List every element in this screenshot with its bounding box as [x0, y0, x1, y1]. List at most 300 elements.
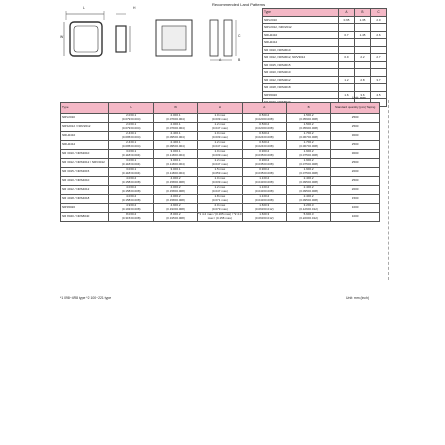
- cell-h: [198, 195, 242, 204]
- right-divider: [388, 100, 393, 280]
- cell-type: NR 3010 / NRS3010: [61, 150, 109, 159]
- cell-h-mm: 1.2 max: [214, 158, 226, 163]
- dimensions-row: [61, 168, 380, 177]
- land-pattern-svg: [150, 14, 246, 64]
- cell-a: [242, 168, 286, 177]
- dimensions-row: [61, 204, 380, 213]
- land-cell-c: [371, 24, 387, 32]
- cell-w-mm: 3.0±0.1: [170, 167, 181, 172]
- cell-b: [286, 141, 330, 150]
- cell-a-inch: (0.043±0.008): [254, 189, 274, 193]
- cell-h-inch: (0.039 max): [211, 153, 228, 157]
- land-cell-type: NRV2012, NRV2012: [263, 24, 339, 32]
- cell-a-inch: (0.024±0.008): [254, 144, 274, 148]
- dimensions-body: [61, 114, 380, 222]
- cell-b: [286, 123, 330, 132]
- cell-w: [153, 213, 197, 222]
- cell-quantity: 2500: [331, 114, 380, 123]
- cell-quantity: 2500: [331, 159, 380, 168]
- header-b: B: [286, 103, 330, 114]
- cell-type: NRS2012 / NRV2012: [61, 123, 109, 132]
- cell-type: NR 4012 / NRS4012: [61, 186, 109, 195]
- cell-l-mm: 2.0±0.1: [126, 122, 137, 127]
- cell-l: [109, 177, 153, 186]
- top-view-svg: [60, 6, 140, 66]
- dimensions-row: [61, 213, 380, 222]
- cell-b-inch: (0.095±0.008): [299, 180, 318, 184]
- cell-h: [198, 123, 242, 132]
- cell-quantity: 2500: [331, 177, 380, 186]
- land-cell-c: 4.5: [371, 91, 387, 99]
- cell-l-inch: (0.079±0.004): [121, 117, 141, 121]
- cell-h-inch: (0.047 max): [211, 144, 228, 148]
- land-cell-c: [371, 84, 387, 92]
- cell-w-mm: 4.0±0.2: [170, 194, 181, 199]
- cell-w-inch: (0.158±0.008): [166, 198, 185, 202]
- cell-w-inch: (0.118±0.004): [166, 162, 185, 166]
- cell-h-mm: 1.2 max: [214, 122, 226, 127]
- land-cell-c: 3.7: [371, 76, 387, 84]
- cell-w: [153, 177, 197, 186]
- cell-h: [198, 132, 242, 141]
- land-cell-a: [339, 84, 355, 92]
- land-cell-b: [355, 24, 371, 32]
- cell-l: [109, 114, 153, 123]
- cell-w-inch: (0.158±0.008): [166, 180, 185, 184]
- dimensions-row: [61, 141, 380, 150]
- cell-l-mm: 2.4±0.1: [126, 140, 137, 145]
- cell-type: NRV2010: [61, 114, 109, 123]
- cell-type: NR 4018 / NRS4018: [61, 195, 109, 204]
- dim-l-label: L: [83, 6, 85, 10]
- cell-quantity: 2500: [331, 123, 380, 132]
- cell-a-inch: (0.020±0.008): [254, 117, 274, 121]
- cell-h: [198, 177, 242, 186]
- cell-w-mm: 4.0±0.2: [170, 185, 181, 190]
- land-cell-c: [371, 46, 387, 54]
- cell-b-mm: 1.9±0.2: [303, 158, 314, 163]
- cell-w-inch: (0.158±0.008): [166, 189, 185, 193]
- land-header-b: B: [355, 9, 371, 17]
- cell-w-inch: (0.079±0.004): [166, 126, 185, 130]
- land-cell-c: [371, 69, 387, 77]
- cell-h-inch: (0.059 max): [211, 171, 228, 175]
- cell-a-mm: 0.6±0.2: [259, 131, 270, 136]
- cell-b-mm: 1.7±0.2: [303, 140, 314, 145]
- cell-b-inch: (0.059±0.008): [299, 117, 318, 121]
- cell-w: [153, 186, 197, 195]
- cell-l: [109, 159, 153, 168]
- dim-b-label: B: [238, 58, 241, 62]
- cell-l: [109, 204, 153, 213]
- cell-a: [242, 141, 286, 150]
- cell-b: [286, 186, 330, 195]
- cell-b-mm: 2.4±0.2: [303, 176, 314, 181]
- dim-a-label: A: [219, 58, 222, 62]
- cell-b-inch: (0.220±0.012): [299, 216, 318, 220]
- cell-b-inch: (0.126±0.012): [299, 207, 318, 211]
- cell-w: [153, 114, 197, 123]
- cell-a: [242, 204, 286, 213]
- cell-h-inch: (0.079 max): [211, 207, 228, 211]
- cell-h-mm: 1.0 max: [214, 113, 226, 118]
- cell-w: [153, 132, 197, 141]
- cell-w-inch: (0.193±0.008): [166, 207, 185, 211]
- dimensions-row: [61, 186, 380, 195]
- cell-type: NR 8040 / NRS8040: [61, 213, 109, 222]
- land-cell-c: 2.0: [371, 16, 387, 24]
- cell-l-mm: 3.0±0.1: [126, 158, 137, 163]
- cell-type: NRH2412: [61, 141, 109, 150]
- cell-w-inch: (0.118±0.004): [166, 171, 185, 175]
- cell-l: [109, 150, 153, 159]
- cell-h-inch: (0.047 max): [211, 126, 228, 130]
- land-cell-b: [355, 61, 371, 69]
- cell-l: [109, 186, 153, 195]
- cell-quantity: 3000: [331, 132, 380, 141]
- land-cell-a: 0.7: [339, 31, 355, 39]
- land-pattern-drawing: [150, 14, 246, 64]
- dimensions-row: [61, 150, 380, 159]
- cell-l: [109, 168, 153, 177]
- cell-l-inch: (0.315±0.008): [121, 216, 141, 220]
- cell-h-mm: *1 4.2 max / (0.165 max) / *2 4.0 max / (0.158 max): [198, 212, 242, 220]
- cell-w-mm: 2.0±0.1: [170, 113, 181, 118]
- main-unit: Unit: mm (inch): [346, 296, 369, 300]
- land-pattern-header-row: [263, 9, 387, 17]
- cell-b-mm: 5.6±0.3: [303, 212, 314, 217]
- cell-l-inch: (0.095±0.004): [121, 135, 141, 139]
- cell-h: [198, 204, 242, 213]
- cell-b: [286, 159, 330, 168]
- land-pattern-row: [263, 24, 387, 32]
- dimensions-row: [61, 114, 380, 123]
- land-cell-c: [371, 61, 387, 69]
- land-cell-b: 2.8: [355, 76, 371, 84]
- dimensions-row: [61, 132, 380, 141]
- top-view-drawing: [60, 6, 140, 66]
- cell-a-inch: (0.063±0.012): [254, 216, 274, 220]
- cell-h-inch: (0.071 max): [211, 198, 228, 202]
- cell-w-mm: 3.0±0.1: [170, 149, 181, 154]
- dimensions-row: [61, 159, 380, 168]
- land-cell-b: [355, 39, 371, 47]
- dim-h-label: H: [133, 6, 136, 10]
- cell-quantity: 2500: [331, 141, 380, 150]
- dim-c-label: C: [238, 34, 241, 38]
- cell-b-mm: 2.4±0.2: [303, 194, 314, 199]
- land-cell-a: 1.2: [339, 76, 355, 84]
- land-cell-type: NRS5020: [263, 91, 339, 99]
- land-cell-type: NRV2010: [263, 16, 339, 24]
- cell-w-mm: 2.4±0.1: [170, 131, 181, 136]
- cell-a: [242, 186, 286, 195]
- land-cell-a: [339, 24, 355, 32]
- cell-h: [198, 168, 242, 177]
- cell-quantity: 1000: [331, 213, 380, 222]
- cell-quantity: 2000: [331, 168, 380, 177]
- cell-a-inch: (0.020±0.008): [254, 126, 274, 130]
- cell-h-mm: 1.2 max: [214, 185, 226, 190]
- cell-h: [198, 150, 242, 159]
- cell-a-inch: (0.063±0.012): [254, 207, 274, 211]
- land-pattern-title: Recommended Land Patterns: [212, 2, 266, 7]
- cell-h: [198, 159, 242, 168]
- cell-l-mm: 4.0±0.2: [126, 194, 137, 199]
- cell-type: NRH2410: [61, 132, 109, 141]
- header-quantity: Standard quantity [pcs] Taping: [331, 103, 380, 114]
- cell-b-inch: (0.075±0.008): [299, 171, 318, 175]
- cell-b-inch: (0.075±0.008): [299, 162, 318, 166]
- land-cell-type: NR 4018, NRS4018: [263, 84, 339, 92]
- land-cell-type: NRH2412: [263, 39, 339, 47]
- cell-a: [242, 132, 286, 141]
- cell-a: [242, 114, 286, 123]
- cell-w-mm: 2.4±0.1: [170, 140, 181, 145]
- cell-b: [286, 168, 330, 177]
- cell-h: [198, 114, 242, 123]
- cell-type: NRS5020: [61, 204, 109, 213]
- land-pattern-row: [263, 91, 387, 99]
- land-cell-type: NR 4012, NRS4012: [263, 76, 339, 84]
- cell-a: [242, 195, 286, 204]
- cell-b-mm: 2.4±0.2: [303, 185, 314, 190]
- cell-h-mm: 2.0 max: [214, 203, 226, 208]
- cell-l-mm: 3.0±0.1: [126, 167, 137, 172]
- cell-l-inch: (0.118±0.004): [121, 153, 141, 157]
- cell-w-mm: 4.9±0.2: [170, 203, 181, 208]
- land-cell-b: [355, 46, 371, 54]
- cell-a-mm: 0.9±0.2: [259, 158, 270, 163]
- cell-l: [109, 123, 153, 132]
- cell-type: NR 3015 / NRS3015: [61, 168, 109, 177]
- cell-l-inch: (0.095±0.004): [121, 144, 141, 148]
- cell-h: [198, 141, 242, 150]
- cell-w: [153, 195, 197, 204]
- cell-w-inch: (0.118±0.004): [166, 153, 185, 157]
- cell-a-mm: 0.5±0.2: [259, 122, 270, 127]
- cell-l-mm: 2.4±0.1: [126, 131, 137, 136]
- cell-a-inch: (0.043±0.008): [254, 198, 274, 202]
- land-pattern-row: [263, 54, 387, 62]
- cell-b: [286, 177, 330, 186]
- cell-b-mm: 1.5±0.2: [303, 122, 314, 127]
- cell-h-mm: 1.5 max: [214, 167, 226, 172]
- cell-l-inch: (0.158±0.008): [121, 180, 141, 184]
- cell-l: [109, 213, 153, 222]
- cell-b-mm: 1.9±0.2: [303, 167, 314, 172]
- cell-l-mm: 4.0±0.2: [126, 176, 137, 181]
- land-cell-b: [355, 84, 371, 92]
- header-h: H: [198, 103, 242, 114]
- cell-h: [198, 213, 242, 222]
- cell-w-inch: (0.095±0.004): [166, 144, 185, 148]
- cell-w-mm: 2.0±0.1: [170, 122, 181, 127]
- cell-h-mm: 1.8 max: [214, 194, 226, 199]
- cell-w: [153, 150, 197, 159]
- cell-b-mm: 1.9±0.2: [303, 149, 314, 154]
- cell-l-inch: (0.118±0.004): [121, 162, 141, 166]
- land-pattern-table: [262, 8, 387, 107]
- land-unit: Unit: mm: [352, 96, 366, 100]
- land-pattern-row: [263, 76, 387, 84]
- cell-h-inch: (0.039 max): [211, 135, 228, 139]
- cell-a: [242, 177, 286, 186]
- cell-a-mm: 1.1±0.2: [259, 194, 270, 199]
- cell-quantity: 1500: [331, 195, 380, 204]
- land-cell-type: NR 3010, NRS3010: [263, 46, 339, 54]
- dimensions-table: [60, 102, 380, 222]
- land-pattern-body: [263, 16, 387, 106]
- land-header-type: Type: [263, 9, 339, 17]
- cell-l-inch: (0.193±0.008): [121, 207, 141, 211]
- land-pattern-row: [263, 84, 387, 92]
- land-cell-a: [339, 46, 355, 54]
- cell-l-inch: (0.118±0.004): [121, 171, 141, 175]
- cell-a-mm: 0.6±0.2: [259, 140, 270, 145]
- cell-l-mm: 3.0±0.1: [126, 149, 137, 154]
- cell-w: [153, 168, 197, 177]
- land-cell-a: 1.6: [339, 91, 355, 99]
- cell-h-mm: 1.2 max: [214, 140, 226, 145]
- cell-l: [109, 141, 153, 150]
- cell-b-mm: 1.7±0.2: [303, 131, 314, 136]
- cell-quantity: 2000: [331, 186, 380, 195]
- land-cell-b: 2.2: [355, 54, 371, 62]
- land-cell-c: 2.7: [371, 54, 387, 62]
- dimensions-header-row: [61, 103, 380, 114]
- cell-a: [242, 150, 286, 159]
- cell-l-mm: 8.0±0.2: [126, 212, 137, 217]
- cell-l-inch: (0.158±0.008): [121, 189, 141, 193]
- dim-w-label: W: [60, 35, 64, 39]
- header-l: L: [109, 103, 153, 114]
- cell-h-mm: 1.0 max: [214, 176, 226, 181]
- cell-a: [242, 159, 286, 168]
- cell-b: [286, 213, 330, 222]
- cell-h: [198, 186, 242, 195]
- cell-w: [153, 159, 197, 168]
- cell-quantity: 1000: [331, 204, 380, 213]
- cell-a-mm: 1.6±0.3: [259, 203, 270, 208]
- land-pattern-row: [263, 46, 387, 54]
- cell-b-inch: (0.067±0.008): [299, 144, 318, 148]
- land-cell-b: 1.45: [355, 31, 371, 39]
- cell-type: NR 3012 / NRS3012 / NRV3012: [61, 159, 109, 168]
- land-cell-a: [339, 69, 355, 77]
- cell-b-inch: (0.075±0.008): [299, 153, 318, 157]
- land-cell-a: [339, 61, 355, 69]
- cell-a-inch: (0.035±0.008): [254, 162, 274, 166]
- land-cell-a: 0.9: [339, 54, 355, 62]
- land-cell-b: 3.6: [355, 91, 371, 99]
- cell-b: [286, 150, 330, 159]
- cell-a-inch: (0.035±0.008): [254, 171, 274, 175]
- land-cell-b: [355, 69, 371, 77]
- cell-b-inch: (0.067±0.008): [299, 135, 318, 139]
- cell-l: [109, 195, 153, 204]
- cell-a-mm: 0.9±0.2: [259, 167, 270, 172]
- cell-b: [286, 195, 330, 204]
- cell-a-mm: 1.1±0.2: [259, 176, 270, 181]
- cell-w-inch: (0.315±0.008): [166, 216, 185, 220]
- cell-w: [153, 204, 197, 213]
- cell-a-mm: 0.5±0.2: [259, 113, 270, 118]
- land-pattern-row: [263, 39, 387, 47]
- cell-b-inch: (0.059±0.008): [299, 126, 318, 130]
- cell-h-inch: (0.039 max): [211, 117, 228, 121]
- cell-l-mm: 2.0±0.1: [126, 113, 137, 118]
- cell-a-inch: (0.024±0.008): [254, 135, 274, 139]
- cell-l-mm: 4.9±0.2: [126, 203, 137, 208]
- cell-l-inch: (0.158±0.008): [121, 198, 141, 202]
- cell-a-mm: 1.6±0.3: [259, 212, 270, 217]
- cell-l-inch: (0.079±0.004): [121, 126, 141, 130]
- land-header-a: A: [339, 9, 355, 17]
- cell-a-inch: (0.043±0.008): [254, 180, 274, 184]
- cell-b-inch: (0.095±0.008): [299, 198, 318, 202]
- cell-b: [286, 132, 330, 141]
- cell-w-mm: 3.0±0.1: [170, 158, 181, 163]
- header-w: W: [153, 103, 197, 114]
- cell-quantity: 3000: [331, 150, 380, 159]
- land-cell-c: [371, 39, 387, 47]
- cell-b: [286, 204, 330, 213]
- land-pattern-row: [263, 69, 387, 77]
- dimensions-row: [61, 177, 380, 186]
- cell-type: NR 4010 / NRS4010: [61, 177, 109, 186]
- land-cell-b: 1.35: [355, 16, 371, 24]
- cell-w-inch: (0.079±0.004): [166, 117, 185, 121]
- land-cell-type: NR 3012, NRS3012, NRV3012: [263, 54, 339, 62]
- cell-h-inch: (0.039 max): [211, 180, 228, 184]
- cell-b-mm: 3.2±0.3: [303, 203, 314, 208]
- land-cell-type: NRH2410: [263, 31, 339, 39]
- cell-b-inch: (0.095±0.008): [299, 189, 318, 193]
- cell-w: [153, 123, 197, 132]
- cell-a: [242, 123, 286, 132]
- land-pattern-row: [263, 16, 387, 24]
- cell-l: [109, 132, 153, 141]
- footnote: *1 098~4R8 type *2 100~221 type: [60, 296, 112, 300]
- dimensions-row: [61, 123, 380, 132]
- cell-b-mm: 1.5±0.2: [303, 113, 314, 118]
- header-a: A: [242, 103, 286, 114]
- cell-a-mm: 1.1±0.2: [259, 185, 270, 190]
- land-pattern-row: [263, 61, 387, 69]
- cell-l-mm: 4.0±0.2: [126, 185, 137, 190]
- cell-a-mm: 0.9±0.2: [259, 149, 270, 154]
- cell-a-inch: (0.035±0.008): [254, 153, 274, 157]
- cell-w-mm: 8.0±0.2: [170, 212, 181, 217]
- cell-w: [153, 141, 197, 150]
- dimensions-row: [61, 195, 380, 204]
- cell-h-inch: (0.047 max): [211, 189, 228, 193]
- header-type: Type: [61, 103, 109, 114]
- land-cell-a: [339, 39, 355, 47]
- cell-h-inch: (0.047 max): [211, 162, 228, 166]
- cell-a: [242, 213, 286, 222]
- land-cell-a: 0.65: [339, 16, 355, 24]
- land-cell-c: 2.6: [371, 31, 387, 39]
- land-cell-type: NR 3015, NRS3015: [263, 61, 339, 69]
- land-cell-type: NR 4010, NRS4010: [263, 69, 339, 77]
- cell-b: [286, 114, 330, 123]
- cell-w-inch: (0.095±0.004): [166, 135, 185, 139]
- cell-w-mm: 4.0±0.2: [170, 176, 181, 181]
- cell-h-mm: 1.0 max: [214, 149, 226, 154]
- land-pattern-row: [263, 31, 387, 39]
